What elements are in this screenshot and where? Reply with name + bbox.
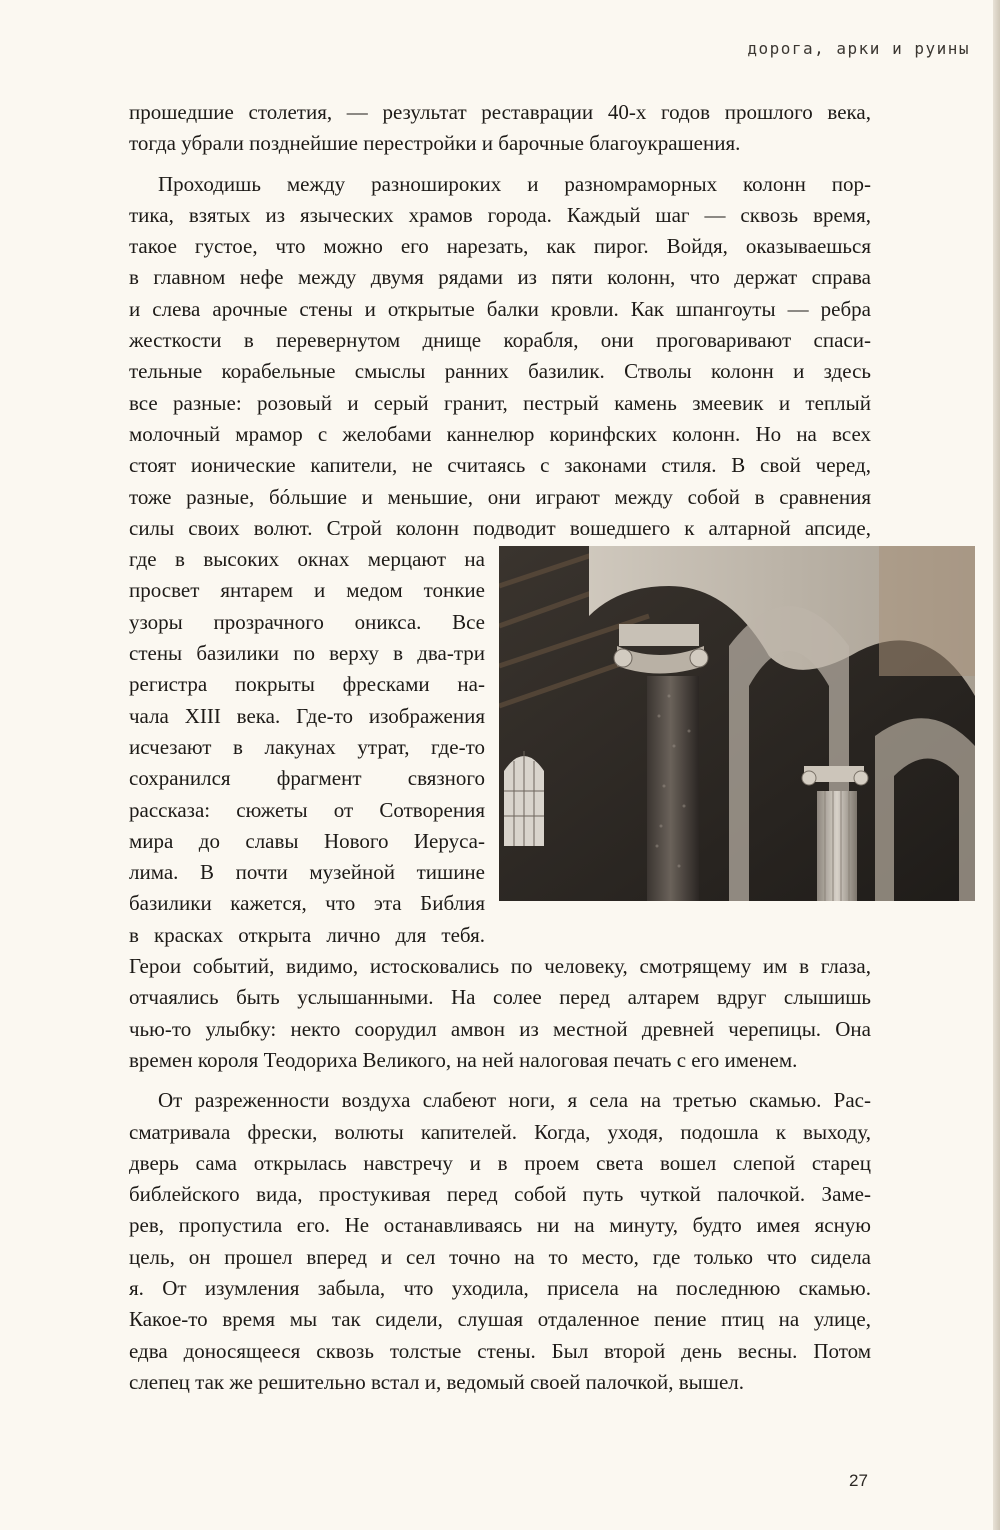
text-line: Герои событий, видимо, истосковались по человеку, смотрящему им в глаза, [129, 954, 871, 979]
text-line: мира до славы Нового Иеруса- [129, 828, 485, 853]
text-line: стоят ионические капители, не считаясь с законами стиля. В свой черед, [129, 453, 871, 478]
text-line: сохранился фрагмент связного [129, 766, 485, 791]
text-line: чью-то улыбку: некто соорудил амвон из местной древней черепицы. Она [129, 1016, 871, 1041]
basilica-interior-photo-icon [499, 546, 975, 901]
text-line: едва доносящееся сквозь толстые стены. Был второй день весны. Потом [129, 1338, 871, 1363]
wrapped-text [129, 544, 485, 951]
text-line: регистра покрыты фресками на- [129, 672, 485, 697]
text-line: рев, пропустила его. Не останавливаясь ни на минуту, будто имея ясную [129, 1213, 871, 1238]
text-line: и слева арочные стены и открытые балки кровли. Как шпангоуты — ребра [129, 296, 871, 321]
page-edge [993, 0, 1000, 1530]
text-with-figure [129, 544, 871, 951]
text-line: в красках открыта лично для тебя. [129, 922, 485, 947]
text-line: такое густое, что можно его нарезать, как пирог. Войдя, оказываешься [129, 234, 871, 259]
text-line: библейского вида, простукивая перед собой путь чуткой палочкой. Заме- [129, 1182, 871, 1207]
text-line: слепец так же решительно встал и, ведомый своей палочкой, вышел. [129, 1369, 744, 1394]
text-line: времен короля Теодориха Великого, на ней налоговая печать с его именем. [129, 1047, 798, 1072]
text-line: тогда убрали позднейшие перестройки и барочные благоукрашения. [129, 131, 741, 156]
text-line: жесткости в перевернутом днище корабля, они проговаривают спаси- [129, 328, 871, 353]
text-line: лима. В почти музейной тишине [129, 860, 485, 885]
text-line: стены базилики по верху в два-три [129, 641, 485, 666]
text-line: тика, взятых из языческих храмов города. Каждый шаг — сквозь время, [129, 202, 871, 227]
text-line: силы своих волют. Строй колонн подводит вошедшего к алтарной апсиде, [129, 515, 871, 540]
text-line: в главном нефе между двумя рядами из пяти колонн, что держат справа [129, 265, 871, 290]
body-text [129, 97, 871, 1398]
text-line: где в высоких окнах мерцают на [129, 547, 485, 572]
text-line: сматривала фрески, волюты капителей. Когда, уходя, подошла к выходу, [129, 1119, 871, 1144]
basilica-photo [499, 546, 975, 901]
running-head: дорога, арки и руины [747, 39, 970, 58]
text-line: просвет янтарем и медом тонкие [129, 578, 485, 603]
text-line: тоже разные, бóльшие и меньшие, они играют между собой в сравнения [129, 484, 871, 509]
text-line: исчезают в лакунах утрат, где-то [129, 734, 485, 759]
text-line: рассказа: сюжеты от Сотворения [129, 797, 485, 822]
text-line: узоры прозрачного оникса. Все [129, 609, 485, 634]
text-line: базилики кажется, что эта Библия [129, 891, 485, 916]
text-line: все разные: розовый и серый гранит, пестрый камень змеевик и теплый [129, 390, 871, 415]
text-line: дверь сама открылась навстречу и в проем света вошел слепой старец [129, 1150, 871, 1175]
text-line: молочный мрамор с желобами каннелюр коринфских колонн. Но на всех [129, 421, 871, 446]
text-line: чала XIII века. Где-то изображения [129, 703, 485, 728]
text-line: тельные корабельные смыслы ранних базилик. Стволы колонн и здесь [129, 359, 871, 384]
text-line: цель, он прошел вперед и сел точно на то место, где только что сидела [129, 1244, 871, 1269]
text-line: От разреженности воздуха слабеют ноги, я села на третью скамью. Рас- [158, 1088, 871, 1113]
page-number: 27 [849, 1471, 868, 1490]
text-line: прошедшие столетия, — результат реставрации 40-х годов прошлого века, [129, 100, 871, 124]
text-line: Проходишь между разноширокиx и разномраморных колонн пор- [158, 171, 871, 196]
text-line: Какое-то время мы так сидели, слушая отдаленное пение птиц на улице, [129, 1307, 871, 1332]
text-line: я. От изумления забыла, что уходила, присела на последнюю скамью. [129, 1275, 871, 1300]
text-line: отчаялись быть услышанными. На солее перед алтарем вдруг слышишь [129, 985, 871, 1010]
